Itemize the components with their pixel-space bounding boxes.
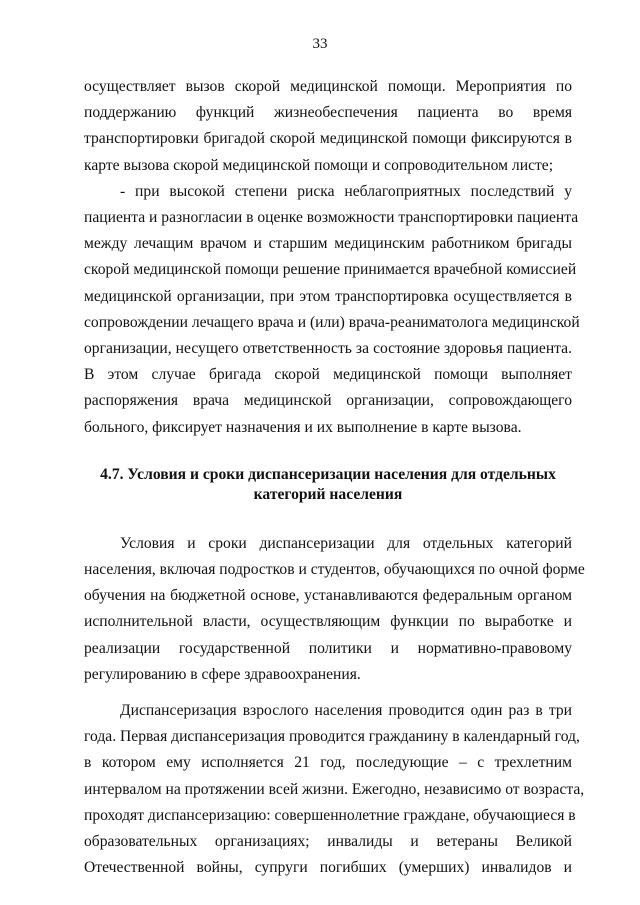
text-line: населения, включая подростков и студентов, обучающихся по очной форме <box>84 561 585 579</box>
text-line: Отечественной войны, супруги погибших (умерших) инвалидов и <box>84 859 572 877</box>
text-line: осуществляет вызов скорой медицинской помощи. Мероприятия по <box>84 78 572 95</box>
text-line: больного, фиксирует назначения и их выполнение в карте вызова. <box>84 418 522 436</box>
text-line: скорой медицинской помощи решение принимается врачебной комиссией <box>84 261 577 279</box>
text-line: реализации государственной политики и нормативно-правовому <box>84 639 572 657</box>
text-line: обучения на бюджетной основе, устанавливаются федеральным органом <box>84 587 572 605</box>
paragraph-adult-dispensary <box>84 698 585 881</box>
text-line: В этом случае бригада скорой медицинской помощи выполняет <box>84 366 572 384</box>
text-line: карте вызова скорой медицинской помощи и сопроводительном листе; <box>84 156 554 174</box>
text-line: в котором ему исполняется 21 год, последующие – с трехлетним <box>84 754 572 772</box>
text-line: - при высокой степени риска неблагоприятных последствий у <box>120 182 572 200</box>
text-line: интервалом на протяжении всей жизни. Ежегодно, независимо от возраста, <box>84 780 585 798</box>
text-line: распоряжения врача медицинской организации, сопровождающего <box>84 392 572 410</box>
text-line: исполнительной власти, осуществляющим функции по выработке и <box>84 613 572 631</box>
text-line: регулированию в сфере здравоохранения. <box>84 665 361 683</box>
section-heading-line: 4.7. Условия и сроки диспансеризации населения для отдельных <box>100 465 556 483</box>
text-line: Диспансеризация взрослого населения проводится один раз в три <box>120 702 572 720</box>
text-line: поддержанию функций жизнеобеспечения пациента во время <box>84 104 572 122</box>
text-line: организации, несущего ответственность за состояние здоровья пациента. <box>84 340 572 358</box>
text-line: сопровождении лечащего врача и (или) врача-реаниматолога медицинской <box>84 313 580 331</box>
text-line: года. Первая диспансеризация проводится гражданину в календарный год, <box>84 728 580 746</box>
paragraph-spacer <box>84 688 572 698</box>
section-heading <box>84 465 572 505</box>
text-line: между лечащим врачом и старшим медицинским работником бригады <box>84 235 572 253</box>
paragraph-emergency-transport <box>84 74 572 179</box>
text-line: медицинской организации, при этом транспортировка осуществляется в <box>84 287 572 305</box>
document-body <box>84 74 585 881</box>
text-line: образовательных организациях; инвалиды и ветераны Великой <box>84 833 572 851</box>
page-number: 33 <box>312 36 328 52</box>
text-line: Условия и сроки диспансеризации для отдельных категорий <box>120 534 572 552</box>
text-line: пациента и разногласии в оценке возможности транспортировки пациента <box>84 209 579 227</box>
paragraph-high-risk <box>84 179 580 441</box>
text-line: проходят диспансеризацию: совершеннолетние граждане, обучающиеся в <box>84 806 576 824</box>
paragraph-dispensary-conditions <box>84 531 585 688</box>
text-line: транспортировки бригадой скорой медицинской помощи фиксируются в <box>84 130 572 148</box>
section-heading-line: категорий населения <box>253 485 403 503</box>
